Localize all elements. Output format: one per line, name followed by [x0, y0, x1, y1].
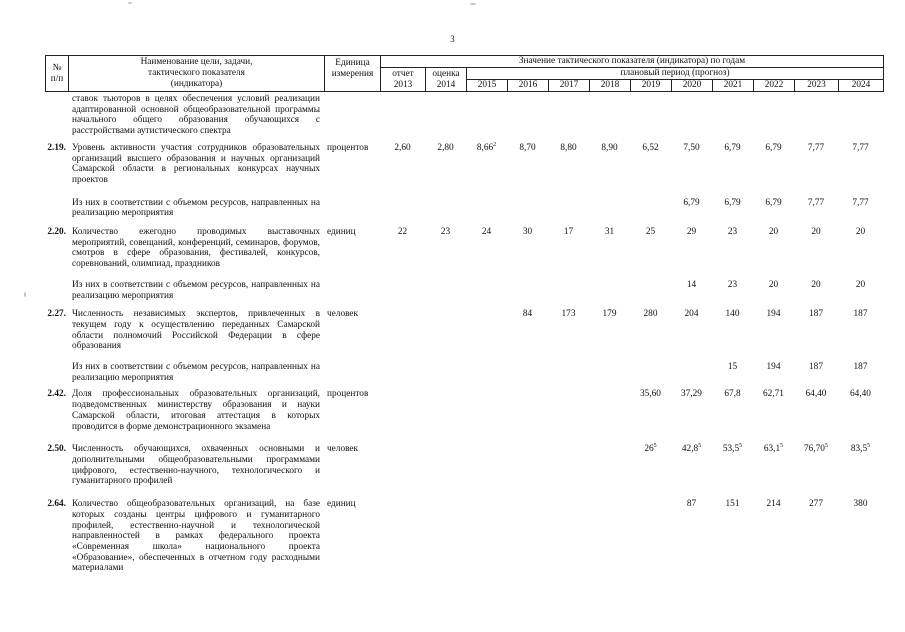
- value-cell: [712, 198, 753, 227]
- value-cell: [712, 499, 753, 574]
- value-cell: [425, 499, 466, 574]
- indicator-name: Численность обучающихся, охваченных основными и дополнительными общеобразовательными программами цифрового, естественно-научного, технологического и гуманитарного профилей: [72, 444, 320, 487]
- footnote-mark: 5: [824, 443, 828, 450]
- table-row: [45, 198, 883, 227]
- table-row: [45, 389, 883, 444]
- year-label: 2021: [713, 80, 754, 92]
- value-text: 7,77: [852, 197, 869, 208]
- value-cell: [548, 143, 589, 198]
- value-cell: [712, 227, 753, 280]
- value-cell: [630, 227, 671, 280]
- row-number: [45, 94, 68, 143]
- value-text: 76,70: [804, 444, 825, 455]
- value-cell: [712, 94, 753, 143]
- table-row: [45, 499, 883, 574]
- value-cell: [671, 389, 712, 444]
- value-text: 140: [725, 309, 740, 320]
- value-cell: [753, 94, 794, 143]
- value-cell: [838, 280, 883, 309]
- value-cell: [753, 227, 794, 280]
- value-cell: [548, 309, 589, 362]
- scan-speck: [24, 292, 26, 297]
- value-text: 26: [644, 444, 654, 455]
- header-planned: плановый период (прогноз): [467, 68, 884, 80]
- value-cell: [425, 227, 466, 280]
- value-cell: [838, 143, 883, 198]
- table-row: [45, 444, 883, 499]
- value-cell: [794, 198, 838, 227]
- value-text: 187: [809, 309, 823, 320]
- value-cell: [671, 227, 712, 280]
- value-cell: [548, 280, 589, 309]
- value-text: 214: [766, 499, 781, 510]
- value-cell: [507, 227, 548, 280]
- value-text: 7,77: [807, 142, 825, 153]
- value-cell: [712, 143, 753, 198]
- value-text: 20: [768, 227, 779, 238]
- value-cell: [753, 309, 794, 362]
- value-text: 25: [645, 227, 656, 238]
- value-cell: [589, 94, 630, 143]
- year-label: 2019: [631, 80, 672, 92]
- value-cell: [466, 143, 507, 198]
- value-cell: [838, 389, 883, 444]
- row-number: [45, 362, 68, 389]
- value-cell: [589, 198, 630, 227]
- value-cell: [838, 444, 883, 499]
- scan-speck: [128, 2, 132, 4]
- unit-of-measure: [324, 198, 380, 227]
- value-cell: [671, 198, 712, 227]
- indicator-name: Доля профессиональных образовательных организаций, подведомственных министерству образования и науки Самарской области, итоговая аттестация в которых проводится в форме демонстрационного экзамена: [72, 389, 320, 432]
- value-text: 2,80: [437, 142, 454, 153]
- value-cell: [380, 227, 425, 280]
- value-cell: [794, 143, 838, 198]
- value-cell: [507, 198, 548, 227]
- year-label: 2014: [436, 79, 456, 90]
- value-text: 6,52: [642, 142, 659, 153]
- value-cell: [838, 227, 883, 280]
- value-cell: [466, 309, 507, 362]
- unit-of-measure: единиц: [327, 499, 356, 510]
- table-row: [45, 280, 883, 309]
- value-cell: [380, 362, 425, 389]
- value-text: 187: [853, 362, 868, 373]
- value-cell: [838, 94, 883, 143]
- header-estimate: [426, 68, 467, 92]
- value-cell: [712, 444, 753, 499]
- value-cell: [712, 389, 753, 444]
- value-cell: [548, 198, 589, 227]
- table-row: [45, 309, 883, 362]
- row-number: 2.42.: [47, 389, 66, 400]
- header-report: [381, 68, 426, 92]
- value-text: 15: [727, 362, 738, 373]
- value-text: 277: [809, 499, 823, 510]
- value-text: 14: [686, 279, 697, 290]
- value-cell: [380, 444, 425, 499]
- value-cell: [794, 444, 838, 499]
- value-text: 23: [440, 227, 451, 238]
- value-cell: [671, 94, 712, 143]
- unit-of-measure: [324, 362, 380, 389]
- value-text: 20: [855, 279, 866, 290]
- value-text: 64,40: [850, 389, 871, 400]
- value-cell: [589, 227, 630, 280]
- value-text: 42,8: [681, 444, 699, 455]
- value-text: 23: [727, 279, 738, 290]
- value-cell: [380, 499, 425, 574]
- value-cell: [589, 499, 630, 574]
- header-estimate-label: оценка: [432, 68, 460, 79]
- header-unit: Единица измерения: [325, 56, 381, 92]
- value-cell: [425, 280, 466, 309]
- footnote-mark: 5: [739, 443, 743, 450]
- value-text: 22: [397, 227, 408, 238]
- value-text: 173: [561, 309, 576, 320]
- unit-of-measure: человек: [327, 444, 359, 455]
- row-number: 2.64.: [47, 499, 66, 510]
- value-cell: [794, 309, 838, 362]
- value-text: 37,29: [681, 389, 702, 400]
- value-cell: [507, 362, 548, 389]
- value-text: 8,66: [476, 142, 494, 153]
- table-row: [45, 94, 883, 143]
- value-cell: [838, 499, 883, 574]
- row-number: [45, 198, 68, 227]
- value-cell: [466, 499, 507, 574]
- table-row: [45, 143, 883, 198]
- value-text: 87: [686, 499, 697, 510]
- value-text: 35,60: [640, 389, 661, 400]
- value-cell: [466, 389, 507, 444]
- value-cell: [425, 362, 466, 389]
- row-number: 2.50.: [47, 444, 66, 455]
- value-cell: [548, 94, 589, 143]
- value-cell: [548, 389, 589, 444]
- value-cell: [380, 280, 425, 309]
- value-text: 6,79: [765, 142, 782, 153]
- table-row: [45, 227, 883, 280]
- value-text: 6,79: [724, 142, 741, 153]
- value-text: 31: [604, 227, 615, 238]
- value-cell: [630, 499, 671, 574]
- value-cell: [507, 499, 548, 574]
- value-cell: [466, 94, 507, 143]
- value-cell: [507, 444, 548, 499]
- indicator-table: [45, 94, 883, 574]
- value-text: 280: [643, 309, 658, 320]
- value-text: 6,79: [765, 197, 782, 208]
- value-cell: [794, 94, 838, 143]
- value-cell: [548, 227, 589, 280]
- footnote-mark: 5: [780, 443, 784, 450]
- value-cell: [425, 389, 466, 444]
- value-text: 17: [563, 227, 574, 238]
- value-cell: [630, 280, 671, 309]
- value-cell: [589, 389, 630, 444]
- value-cell: [630, 143, 671, 198]
- value-text: 20: [811, 227, 821, 238]
- value-text: 67,8: [724, 389, 741, 400]
- value-cell: [671, 280, 712, 309]
- value-cell: [753, 444, 794, 499]
- value-cell: [548, 499, 589, 574]
- value-cell: [425, 444, 466, 499]
- value-cell: [380, 198, 425, 227]
- value-cell: [425, 94, 466, 143]
- value-cell: [671, 499, 712, 574]
- value-text: 380: [853, 499, 868, 510]
- value-cell: [794, 362, 838, 389]
- row-number: 2.20.: [47, 227, 66, 238]
- value-cell: [794, 227, 838, 280]
- year-label: 2016: [508, 80, 549, 92]
- indicator-name: Уровень активности участия сотрудников образовательных организаций высшего образования и научных организаций Самарской области в региональных конкурсах научных проектов: [72, 142, 320, 185]
- scan-speck: [470, 3, 476, 5]
- indicator-name: Из них в соответствии с объемом ресурсов, направленных на реализацию мероприятия: [72, 197, 320, 219]
- value-cell: [589, 309, 630, 362]
- table-row: [45, 362, 883, 389]
- value-text: 30: [522, 227, 533, 238]
- value-text: 20: [855, 227, 866, 238]
- footnote-mark: 2: [493, 141, 497, 148]
- footnote-mark: 5: [867, 443, 871, 450]
- value-text: 8,80: [560, 142, 577, 153]
- value-cell: [630, 309, 671, 362]
- value-text: 2,60: [394, 142, 411, 153]
- value-cell: [753, 280, 794, 309]
- value-text: 7,77: [852, 142, 869, 153]
- value-text: 53,5: [722, 444, 740, 455]
- header-name: Наименование цели, задачи, тактического показателя (индикатора): [69, 56, 325, 92]
- value-cell: [466, 198, 507, 227]
- value-cell: [425, 198, 466, 227]
- value-cell: [712, 280, 753, 309]
- value-cell: [671, 362, 712, 389]
- indicator-name: Из них в соответствии с объемом ресурсов, направленных на реализацию мероприятия: [72, 279, 320, 301]
- value-cell: [838, 198, 883, 227]
- value-cell: [380, 309, 425, 362]
- value-cell: [712, 309, 753, 362]
- value-cell: [630, 362, 671, 389]
- value-text: 8,70: [519, 142, 536, 153]
- value-cell: [838, 362, 883, 389]
- footnote-mark: 5: [698, 443, 702, 450]
- unit-of-measure: человек: [327, 309, 359, 320]
- year-label: 2024: [839, 80, 884, 92]
- unit-of-measure: единиц: [327, 227, 356, 238]
- value-text: 194: [766, 309, 781, 320]
- value-cell: [507, 94, 548, 143]
- unit-of-measure: процентов: [327, 389, 369, 400]
- value-text: 8,90: [601, 142, 618, 153]
- value-cell: [671, 444, 712, 499]
- value-text: 179: [602, 309, 617, 320]
- value-text: 7,50: [683, 142, 700, 153]
- year-label: 2023: [795, 80, 839, 92]
- value-cell: [794, 499, 838, 574]
- value-text: 64,40: [805, 389, 827, 400]
- footnote-mark: 5: [653, 443, 657, 450]
- year-label: 2022: [754, 80, 795, 92]
- value-text: 62,71: [763, 389, 784, 400]
- indicator-name: Из них в соответствии с объемом ресурсов, направленных на реализацию мероприятия: [72, 362, 320, 383]
- value-cell: [630, 198, 671, 227]
- value-text: 20: [768, 279, 779, 290]
- year-label: 2018: [590, 80, 631, 92]
- unit-of-measure: [324, 94, 380, 143]
- header-num: № п/п: [46, 56, 69, 92]
- value-text: 23: [727, 227, 738, 238]
- year-label: 2017: [549, 80, 590, 92]
- unit-of-measure: процентов: [327, 142, 369, 153]
- indicator-name: Численность независимых экспертов, привлеченных в текущем году к осуществлению переданных Самарской области полномочий Российской Федерации в сфере образования: [72, 309, 320, 352]
- value-text: 151: [725, 499, 740, 510]
- value-cell: [466, 227, 507, 280]
- value-text: 83,5: [850, 444, 868, 455]
- value-cell: [425, 309, 466, 362]
- value-cell: [380, 94, 425, 143]
- value-text: 20: [811, 279, 821, 290]
- value-text: 204: [684, 309, 699, 320]
- value-text: 63,1: [763, 444, 781, 455]
- value-text: 29: [686, 227, 697, 238]
- value-cell: [507, 280, 548, 309]
- row-number: 2.27.: [47, 309, 66, 320]
- value-cell: [589, 143, 630, 198]
- value-cell: [712, 362, 753, 389]
- value-text: 6,79: [724, 197, 741, 208]
- value-cell: [671, 309, 712, 362]
- value-cell: [794, 280, 838, 309]
- indicator-name: Количество ежегодно проводимых выставочных мероприятий, совещаний, конференций, семинаров, форумов, смотров в сфере образования, фестивалей, конкурсов, соревнований, олимпиад, праздников: [72, 227, 320, 270]
- value-cell: [466, 362, 507, 389]
- value-cell: [753, 362, 794, 389]
- value-cell: [589, 280, 630, 309]
- value-cell: [589, 444, 630, 499]
- row-number: [45, 280, 68, 309]
- value-cell: [507, 309, 548, 362]
- value-cell: [753, 389, 794, 444]
- year-label: 2015: [467, 80, 508, 92]
- header-values: Значение тактического показателя (индикатора) по годам: [381, 56, 884, 68]
- value-text: 187: [853, 309, 868, 320]
- value-text: 7,77: [807, 197, 825, 208]
- value-text: 6,79: [683, 197, 700, 208]
- indicator-name: Количество общеобразовательных организаций, на базе которых созданы центры цифрового и гуманитарного профилей, естественно-научной и технологической направленностей в рамках федерального проекта «Современная школа» национального проекта «Образование», обеспеченных в отчетном году расходными материалами: [72, 499, 320, 574]
- value-cell: [380, 143, 425, 198]
- value-cell: [466, 444, 507, 499]
- value-cell: [630, 94, 671, 143]
- value-cell: [548, 444, 589, 499]
- row-number: 2.19.: [47, 142, 66, 153]
- value-text: 84: [522, 309, 533, 320]
- table-header: [45, 55, 884, 92]
- value-cell: [380, 389, 425, 444]
- value-cell: [753, 499, 794, 574]
- value-cell: [507, 389, 548, 444]
- value-cell: [589, 362, 630, 389]
- page-number: 3: [450, 34, 455, 44]
- value-text: 194: [766, 362, 781, 373]
- value-cell: [753, 143, 794, 198]
- value-cell: [671, 143, 712, 198]
- value-cell: [794, 389, 838, 444]
- year-label: 2020: [672, 80, 713, 92]
- value-text: 187: [809, 362, 823, 373]
- header-report-label: отчет: [392, 68, 414, 79]
- value-cell: [838, 309, 883, 362]
- indicator-name: ставок тьюторов в целях обеспечения условий реализации адаптированной основной общеобразовательной программы начального общего образования обучающихся с расстройствами аутистического спектра: [72, 94, 320, 137]
- value-cell: [507, 143, 548, 198]
- value-cell: [753, 198, 794, 227]
- value-cell: [548, 362, 589, 389]
- value-cell: [425, 143, 466, 198]
- value-cell: [630, 444, 671, 499]
- year-label: 2013: [393, 79, 413, 90]
- value-cell: [630, 389, 671, 444]
- unit-of-measure: [324, 280, 380, 309]
- value-cell: [466, 280, 507, 309]
- value-text: 24: [481, 227, 492, 238]
